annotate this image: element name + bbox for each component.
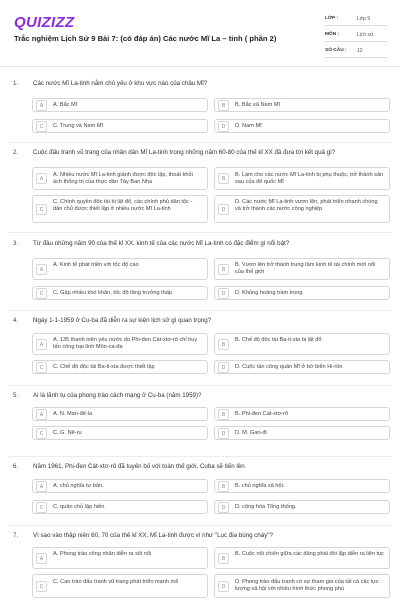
answer-option-c[interactable] <box>32 119 208 133</box>
option-letter-badge: D <box>218 428 229 439</box>
option-letter-badge: D <box>218 288 229 299</box>
question-number: 3. <box>13 240 19 247</box>
option-text: D. Nam Mĩ <box>235 122 262 129</box>
option-text: C. quân chủ lập hiến. <box>53 503 106 510</box>
option-text: A. 135 thanh niên yêu nước do Phi-đen Cát-xtơ-rô chỉ huy tấn công trại lính Môn-ca-đa <box>53 337 198 350</box>
option-text: A. Nhiều nước Mĩ La-tinh giành được độc lập, thoát khỏi ách thống trị của thực dân Tây Ban Nha <box>53 171 193 185</box>
option-text: A. N. Man-đê-la <box>53 410 93 417</box>
answer-option-a[interactable] <box>32 167 208 190</box>
answer-option-b[interactable] <box>214 547 390 569</box>
answer-option-b[interactable] <box>214 98 390 112</box>
answer-option-b[interactable] <box>214 479 390 493</box>
question-text: Cuộc đấu tranh vũ trang của nhân dân Mĩ La-tinh trong những năm 60-80 của thế kỉ XX đã đưa tới kết quả gì? <box>33 149 336 156</box>
question-text: Ai là lãnh tụ của phong trào cách mạng ở Cu-ba (năm 1959)? <box>33 392 202 399</box>
option-text: B. Làm cho các nước Mĩ La-tinh bị phụ thuộc, trở thành sân sau của đế quốc Mĩ <box>235 171 384 185</box>
option-letter-badge: A <box>36 264 47 275</box>
document-title: Trắc nghiệm Lịch Sử 9 Bài 7: (có đáp án) Các nước Mĩ La – tinh ( phần 2) <box>14 34 277 43</box>
option-letter-badge: C <box>36 204 47 215</box>
option-letter-badge: A <box>36 553 47 564</box>
question-divider <box>8 385 392 386</box>
answer-option-d[interactable] <box>214 426 390 440</box>
answer-option-d[interactable] <box>214 119 390 133</box>
answer-option-a[interactable] <box>32 407 208 421</box>
meta-row-count <box>325 44 387 58</box>
answer-option-d[interactable] <box>214 286 390 300</box>
option-text: D. Cuộc tấn công quân Mĩ ở bờ biển Hi-rôn <box>235 363 343 370</box>
answer-option-a[interactable] <box>32 479 208 493</box>
question-text: Vì sao vào thập niên 60, 70 của thế kỉ XX, Mĩ La-tinh được ví như "Lục địa bùng cháy"? <box>33 532 273 539</box>
option-text: D. Khủng hoảng trầm trọng <box>235 289 303 296</box>
option-letter-badge: C <box>36 288 47 299</box>
meta-row-subject <box>325 28 387 42</box>
answer-option-b[interactable] <box>214 167 390 190</box>
answer-option-c[interactable] <box>32 426 208 440</box>
question-text: Từ đầu những năm 90 của thế kỉ XX, kinh tế của các nước Mĩ La-tinh có đặc điểm gì nổi bật? <box>33 240 290 247</box>
question-divider <box>8 142 392 143</box>
quizizz-logo[interactable]: QUIZIZZ <box>14 14 75 31</box>
option-letter-badge: D <box>218 581 229 592</box>
question-divider <box>8 310 392 311</box>
option-letter-badge: A <box>36 339 47 350</box>
answer-option-b[interactable] <box>214 407 390 421</box>
document-header <box>0 0 400 66</box>
option-letter-badge: B <box>218 481 229 492</box>
option-text: A. Kinh tế phát triển với tốc độ cao <box>53 262 139 268</box>
option-letter-badge: D <box>218 362 229 373</box>
question-number: 7. <box>13 532 19 539</box>
option-text: C. Chính quyền độc tài bị lật đổ, các chính phủ dân tộc - dân chủ được thiết lập ở nhiều nước Mĩ La-tinh <box>53 198 193 212</box>
question-divider <box>8 456 392 457</box>
meta-value: 12 <box>357 47 363 54</box>
answer-option-d[interactable] <box>214 500 390 514</box>
option-letter-badge: C <box>36 581 47 592</box>
option-text: C. Gặp nhiều khó khăn, tốc độ tăng trưởng thấp <box>53 289 173 296</box>
option-text: A. Bắc Mĩ <box>53 101 78 108</box>
answer-option-c[interactable] <box>32 574 208 598</box>
question-divider <box>8 525 392 526</box>
meta-value: Lịch sử <box>357 31 374 38</box>
question-divider <box>8 232 392 233</box>
answer-option-c[interactable] <box>32 286 208 300</box>
meta-label: SỐ CÂU : <box>325 48 347 53</box>
option-letter-badge: A <box>36 100 47 111</box>
option-letter-badge: C <box>36 362 47 373</box>
meta-row-class <box>325 12 387 26</box>
header-divider <box>0 66 400 67</box>
answer-option-a[interactable] <box>32 98 208 112</box>
option-text: D. Phong trào đấu tranh có sự tham gia của tất cả các lực lượng xã hội với nhiều hình thức phong phú <box>235 579 379 592</box>
question-text: Năm 1961, Phi-đen Cát-xtơ-rô đã tuyên bố với toàn thế giới, Cuba sẽ tiến lên <box>33 463 245 470</box>
option-text: A. Phong trào công nhân diễn ra sôi nổi <box>53 551 152 557</box>
question-number: 5. <box>13 392 19 399</box>
option-letter-badge: B <box>218 100 229 111</box>
answer-option-d[interactable] <box>214 360 390 374</box>
answer-option-a[interactable] <box>32 258 208 280</box>
answer-option-c[interactable] <box>32 360 208 374</box>
answer-option-d[interactable] <box>214 195 390 223</box>
meta-label: LỚP : <box>325 16 339 21</box>
option-text: C. Chế độ độc tài Ba-ti-xta được thiết lập <box>53 363 155 370</box>
option-text: B. Cuộc nội chiến giữa các đảng phái đòi lập diễn ra liên tục <box>235 551 384 557</box>
option-text: B. Chế độ độc tài Ba-ti-xta bị lật đổ <box>235 337 322 343</box>
option-letter-badge: A <box>36 173 47 184</box>
question-text: Các nước Mĩ La-tinh nằm chủ yếu ở khu vực nào của châu Mĩ? <box>33 80 208 87</box>
meta-label: MÔN : <box>325 32 340 37</box>
option-letter-badge: B <box>218 173 229 184</box>
option-letter-badge: D <box>218 502 229 513</box>
answer-option-d[interactable] <box>214 574 390 598</box>
meta-value: Lớp 9 <box>357 15 371 22</box>
answer-option-a[interactable] <box>32 547 208 569</box>
question-number: 4. <box>13 317 19 324</box>
question-text: Ngày 1-1-1959 ở Cu-ba đã diễn ra sự kiện lịch sử gì quan trọng? <box>33 317 212 324</box>
answer-option-c[interactable] <box>32 195 208 223</box>
option-letter-badge: D <box>218 121 229 132</box>
answer-option-c[interactable] <box>32 500 208 514</box>
option-text: C. Trung và Nam Mĩ <box>53 122 104 129</box>
answer-option-b[interactable] <box>214 258 390 280</box>
option-text: C. G. Nê-ru <box>53 429 82 436</box>
option-text: B. chủ nghĩa xã hội. <box>235 482 285 489</box>
option-letter-badge: C <box>36 428 47 439</box>
option-text: A. chủ nghĩa tư bản. <box>53 482 104 489</box>
option-letter-badge: B <box>218 409 229 420</box>
quiz-meta <box>325 12 387 60</box>
question-number: 1. <box>13 80 19 87</box>
option-letter-badge: C <box>36 121 47 132</box>
option-text: C. Cao trào đấu tranh vũ trang phát triển mạnh mẽ <box>53 579 179 585</box>
option-text: B. Bắc và Nam Mĩ <box>235 101 281 108</box>
option-text: D. Các nước Mĩ La-tinh vươn lên, phát triển nhanh chóng và trở thành các nước công nghiệp <box>235 198 378 212</box>
answer-option-a[interactable] <box>32 333 208 355</box>
option-letter-badge: A <box>36 409 47 420</box>
option-text: D. M. Gan-đi <box>235 429 267 436</box>
question-number: 6. <box>13 463 19 470</box>
option-letter-badge: B <box>218 553 229 564</box>
option-text: D. cộng hòa Tổng thống. <box>235 503 297 510</box>
option-letter-badge: A <box>36 481 47 492</box>
option-text: B. Phi-đen Cát-xtơ-rô <box>235 410 289 417</box>
option-text: B. Vươn lên trở thành trung tâm kinh tế tài chính mới nổi của thế giới <box>235 262 376 275</box>
option-letter-badge: B <box>218 264 229 275</box>
answer-option-b[interactable] <box>214 333 390 355</box>
option-letter-badge: D <box>218 204 229 215</box>
option-letter-badge: B <box>218 339 229 350</box>
option-letter-badge: C <box>36 502 47 513</box>
question-number: 2. <box>13 149 19 156</box>
